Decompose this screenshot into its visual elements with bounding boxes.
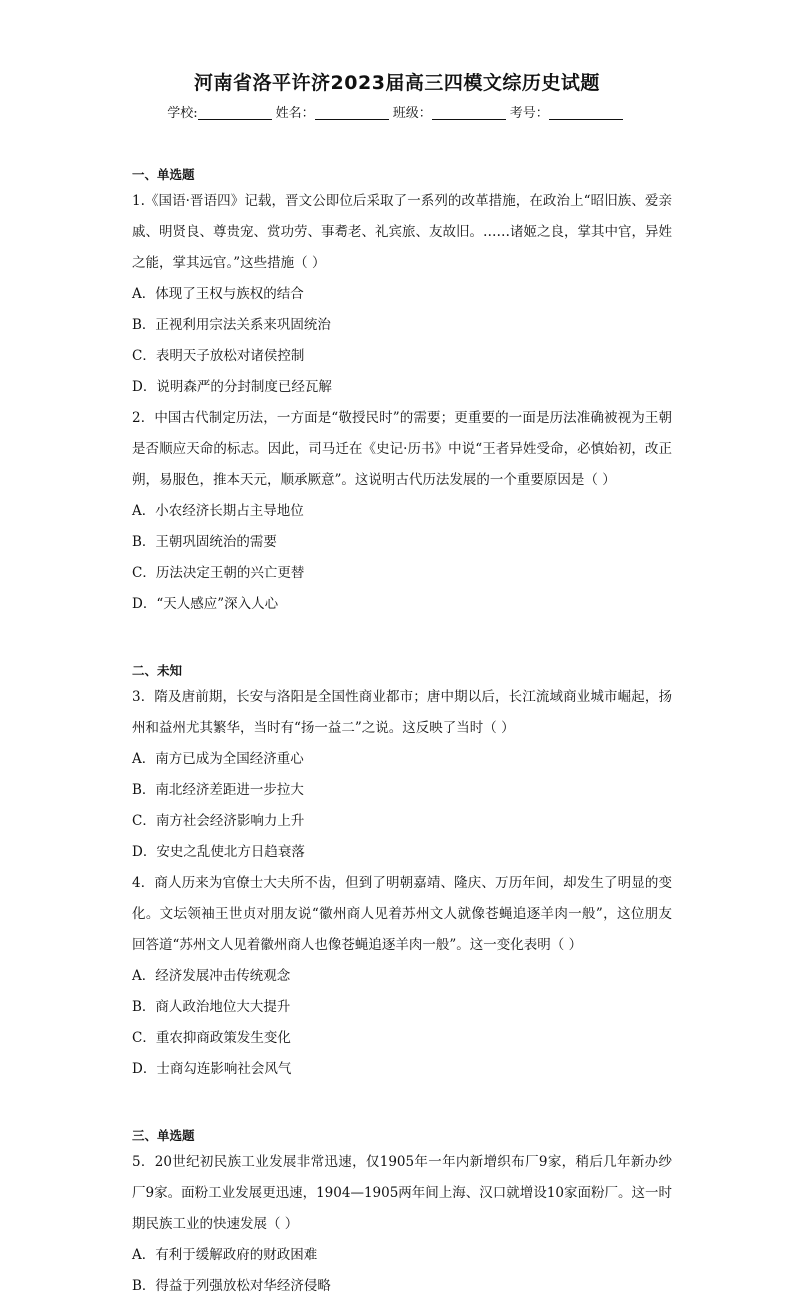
question-4-option-b[interactable]: B．商人政治地位大大提升 [132,999,291,1015]
question-2-option-d[interactable]: D．“天人感应”深入人心 [132,596,279,612]
question-5-stem: 5．20世纪初民族工业发展非常迅速，仅1905年一年内新增织布厂9家，稍后几年新办纱厂9家。面粉工业发展更迅速，1904—1905两年间上海、汉口就增设10家面粉厂。这一时期民族工业的快速发展（ ） [132,1154,672,1232]
info-school-label: 学校: [167,106,198,121]
question-5 [132,1147,672,1302]
question-1 [132,186,672,403]
question-1-option-d[interactable]: D．说明森严的分封制度已经瓦解 [132,379,332,395]
question-4-options [132,961,672,1085]
question-3 [132,682,672,868]
exam-content [132,164,672,1302]
question-1-option-a[interactable]: A．体现了王权与族权的结合 [132,286,304,302]
question-5-options [132,1240,672,1302]
section-heading-2: 二、未知 [132,663,183,678]
question-3-option-a[interactable]: A．南方已成为全国经济重心 [132,751,304,767]
question-5-option-b[interactable]: B．得益于列强放松对华经济侵略 [132,1278,331,1294]
question-2-option-c[interactable]: C．历法决定王朝的兴亡更替 [132,565,305,581]
section-spacer [132,620,672,660]
question-4 [132,868,672,1085]
question-4-option-a[interactable]: A．经济发展冲击传统观念 [132,968,291,984]
exam-number-blank[interactable] [549,106,623,120]
info-exam-number-label: 考号： [509,106,549,121]
info-class-label: 班级： [392,106,432,121]
question-3-options [132,744,672,868]
question-3-option-b[interactable]: B．南北经济差距进一步拉大 [132,782,304,798]
question-3-option-c[interactable]: C．南方社会经济影响力上升 [132,813,305,829]
question-4-option-c[interactable]: C．重农抑商政策发生变化 [132,1030,291,1046]
info-class [393,102,510,121]
question-2-option-a[interactable]: A．小农经济长期占主导地位 [132,503,304,519]
question-1-options [132,279,672,403]
question-2 [132,403,672,620]
question-3-stem: 3．隋及唐前期，长安与洛阳是全国性商业都市；唐中期以后，长江流域商业城市崛起，扬州和益州尤其繁华，当时有“扬一益二”之说。这反映了当时（ ） [132,689,672,736]
question-5-option-a[interactable]: A．有利于缓解政府的财政困难 [132,1247,318,1263]
section-spacer [132,1085,672,1125]
info-name [276,102,393,121]
info-exam-number [510,102,627,121]
question-2-option-b[interactable]: B．王朝巩固统治的需要 [132,534,277,550]
question-1-stem: 1.《国语·晋语四》记载，晋文公即位后采取了一系列的改革措施，在政治上“昭旧族、爱亲戚、明贤良、尊贵宠、赏功劳、事耈老、礼宾旅、友故旧。……诸姬之良，掌其中官，异姓之能，掌其远官。”这些措施（ ） [132,193,672,271]
class-blank[interactable] [432,106,506,120]
question-4-option-d[interactable]: D．士商勾连影响社会风气 [132,1061,292,1077]
school-blank[interactable] [198,106,272,120]
section-heading-3: 三、单选题 [132,1128,195,1143]
info-name-label: 姓名： [275,106,315,121]
question-1-option-c[interactable]: C．表明天子放松对诸侯控制 [132,348,305,364]
question-1-option-b[interactable]: B．正视利用宗法关系来巩固统治 [132,317,331,333]
question-3-option-d[interactable]: D．安史之乱使北方日趋衰落 [132,844,305,860]
info-school [167,102,275,121]
exam-title: 河南省洛平许济2023届高三四模文综历史试题 [194,72,600,94]
name-blank[interactable] [315,106,389,120]
question-2-stem: 2．中国古代制定历法，一方面是“敬授民时”的需要；更重要的一面是历法准确被视为王朝是否顺应天命的标志。因此，司马迁在《史记·历书》中说“王者异姓受命，必慎始初，改正朔，易服色，推本天元，顺承厥意”。这说明古代历法发展的一个重要原因是（ ） [132,410,672,488]
student-info-line [0,102,794,121]
section-heading-1: 一、单选题 [132,167,195,182]
question-4-stem: 4．商人历来为官僚士大夫所不齿，但到了明朝嘉靖、隆庆、万历年间，却发生了明显的变化。文坛领袖王世贞对朋友说“徽州商人见着苏州文人就像苍蝇追逐羊肉一般”，这位朋友回答道“苏州文人见着徽州商人也像苍蝇追逐羊肉一般”。这一变化表明（ ） [132,875,672,953]
question-2-options [132,496,672,620]
